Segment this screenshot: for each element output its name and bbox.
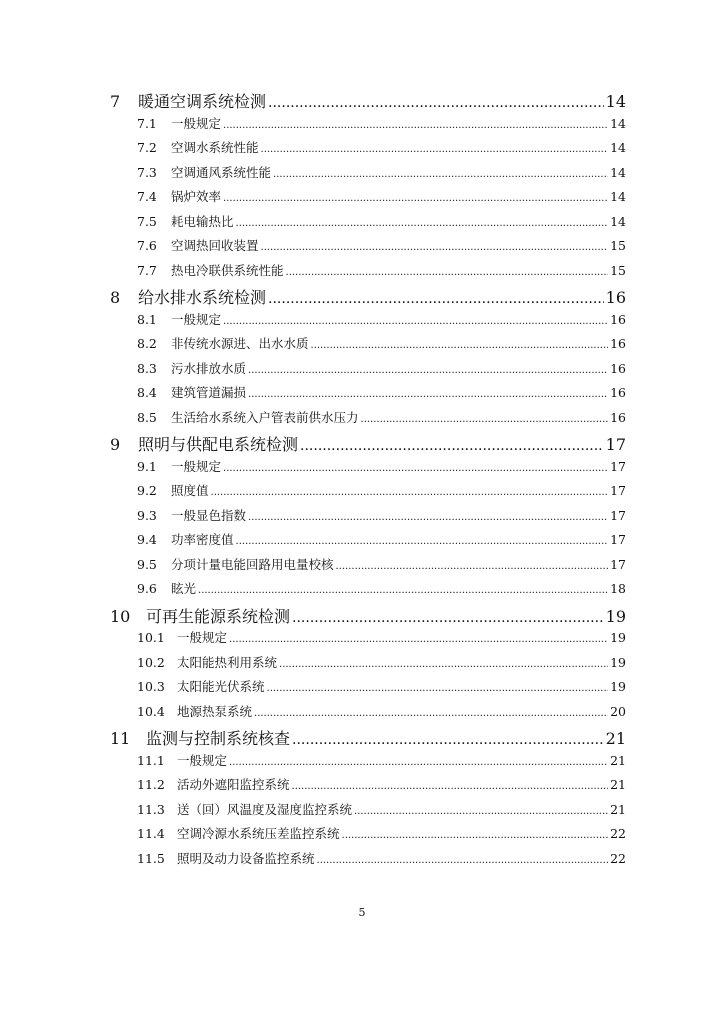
dot-leader	[354, 806, 608, 817]
toc-entry-number: 7	[110, 92, 121, 111]
dot-leader	[261, 242, 609, 253]
toc-section-entry[interactable]	[110, 751, 626, 776]
toc-entry-page: 19	[605, 606, 626, 626]
toc-entry-title: 热电冷联供系统性能	[171, 262, 284, 278]
toc-chapter-entry[interactable]	[110, 726, 626, 751]
toc-entry-title: 一般显色指数	[171, 507, 247, 523]
toc-entry-page: 19	[610, 679, 626, 694]
toc-section-entry[interactable]	[110, 702, 626, 727]
toc-entry-number: 8.5	[137, 409, 157, 425]
dot-leader	[229, 634, 608, 645]
toc-entry-number: 11.5	[137, 850, 165, 866]
toc-entry-number: 9.4	[137, 532, 157, 547]
toc-section-entry[interactable]	[110, 138, 626, 163]
toc-entry-title: 地源热泵系统	[177, 703, 253, 719]
dot-leader	[254, 708, 608, 719]
toc-entry-page: 17	[610, 507, 626, 523]
toc-entry-page: 17	[610, 556, 626, 572]
toc-section-entry[interactable]	[110, 334, 626, 359]
toc-entry-number: 7.6	[137, 238, 157, 253]
toc-chapter-entry[interactable]	[110, 285, 626, 310]
toc-entry-page: 16	[610, 360, 626, 376]
toc-section-entry[interactable]	[110, 457, 626, 482]
toc-entry-number: 9.3	[137, 507, 157, 523]
toc-entry-number: 7.3	[137, 164, 157, 180]
dot-leader	[223, 193, 608, 204]
toc-entry-page: 22	[610, 850, 626, 866]
toc-section-entry[interactable]	[110, 187, 626, 212]
dot-leader	[336, 561, 609, 572]
toc-entry-page: 19	[610, 654, 626, 670]
toc-entry-title: 一般规定	[171, 115, 222, 131]
toc-entry-title: 眩光	[171, 581, 197, 596]
toc-section-entry[interactable]	[110, 653, 626, 678]
toc-entry-number: 8.2	[137, 336, 157, 351]
toc-section-entry[interactable]	[110, 579, 626, 604]
toc-entry-number: 7.1	[137, 115, 157, 131]
dot-leader	[279, 659, 608, 670]
toc-entry-number: 8.1	[137, 311, 157, 327]
toc-chapter-entry[interactable]	[110, 604, 626, 629]
toc-entry-page: 21	[610, 752, 626, 768]
dot-leader	[292, 732, 604, 748]
dot-leader	[300, 438, 604, 454]
toc-entry-title: 可再生能源系统检测	[146, 606, 291, 626]
dot-leader	[248, 389, 608, 400]
dot-leader	[268, 95, 604, 111]
toc-entry-page: 14	[610, 140, 626, 155]
toc-entry-page: 17	[610, 532, 626, 547]
toc-section-entry[interactable]	[110, 114, 626, 139]
toc-entry-page: 20	[610, 703, 626, 719]
toc-entry-title: 污水排放水质	[171, 360, 247, 376]
dot-leader	[267, 683, 609, 694]
toc-entry-title: 空调水系统性能	[171, 140, 259, 155]
toc-entry-page: 16	[610, 385, 626, 400]
toc-entry-page: 21	[610, 801, 626, 817]
toc-entry-title: 生活给水系统入户管表前供水压力	[171, 409, 359, 425]
toc-entry-number: 7.4	[137, 189, 157, 204]
toc-section-entry[interactable]	[110, 506, 626, 531]
toc-entry-number: 8.3	[137, 360, 157, 376]
toc-section-entry[interactable]	[110, 775, 626, 800]
toc-entry-page: 14	[605, 92, 626, 111]
toc-entry-number: 11.4	[137, 826, 165, 841]
toc-section-entry[interactable]	[110, 383, 626, 408]
dot-leader	[229, 757, 608, 768]
toc-entry-title: 照明及动力设备监控系统	[177, 850, 315, 866]
toc-entry-number: 11.1	[137, 752, 165, 768]
toc-entry-title: 空调冷源水系统压差监控系统	[177, 826, 340, 841]
toc-entry-number: 9.1	[137, 458, 157, 474]
dot-leader	[292, 610, 604, 626]
toc-entry-number: 8	[110, 288, 121, 307]
dot-leader	[292, 781, 609, 792]
dot-leader	[286, 267, 609, 278]
toc-entry-number: 9.6	[137, 581, 157, 596]
toc-section-entry[interactable]	[110, 163, 626, 188]
toc-section-entry[interactable]	[110, 677, 626, 702]
toc-section-entry[interactable]	[110, 359, 626, 384]
dot-leader	[311, 340, 609, 351]
toc-entry-page: 16	[605, 288, 626, 307]
toc-entry-number: 11	[110, 729, 131, 748]
toc-entry-number: 10.1	[137, 630, 165, 645]
toc-entry-page: 17	[610, 483, 626, 498]
dot-leader	[223, 120, 608, 131]
toc-entry-title: 锅炉效率	[171, 189, 222, 204]
toc-section-entry[interactable]	[110, 530, 626, 555]
toc-entry-title: 耗电输热比	[171, 213, 234, 229]
toc-section-entry[interactable]	[110, 236, 626, 261]
toc-entry-page: 14	[610, 189, 626, 204]
toc-chapter-entry[interactable]	[110, 89, 626, 114]
toc-entry-number: 7.5	[137, 213, 157, 229]
toc-entry-number: 7.7	[137, 262, 157, 278]
toc-section-entry[interactable]	[110, 261, 626, 286]
toc-section-entry[interactable]	[110, 849, 626, 874]
toc-section-entry[interactable]	[110, 800, 626, 825]
toc-entry-page: 22	[610, 826, 626, 841]
toc-entry-title: 照明与供配电系统检测	[138, 435, 299, 454]
toc-entry-title: 照度值	[171, 483, 209, 498]
toc-entry-title: 暖通空调系统检测	[138, 92, 267, 111]
dot-leader	[273, 169, 608, 180]
toc-entry-title: 非传统水源进、出水水质	[171, 336, 309, 351]
dot-leader	[361, 414, 609, 425]
dot-leader	[248, 512, 608, 523]
page-number: 5	[358, 906, 366, 919]
toc-section-entry[interactable]	[110, 824, 626, 849]
dot-leader	[223, 316, 608, 327]
toc-entry-page: 14	[610, 115, 626, 131]
toc-section-entry[interactable]	[110, 481, 626, 506]
toc-entry-page: 15	[610, 238, 626, 253]
toc-entry-page: 16	[610, 336, 626, 351]
toc-section-entry[interactable]	[110, 212, 626, 237]
toc-entry-number: 7.2	[137, 140, 157, 155]
toc-entry-title: 功率密度值	[171, 532, 234, 547]
toc-entry-title: 太阳能热利用系统	[177, 654, 278, 670]
toc-entry-title: 一般规定	[177, 630, 228, 645]
toc-section-entry[interactable]	[110, 555, 626, 580]
toc-entry-page: 14	[610, 213, 626, 229]
toc-entry-number: 10.2	[137, 654, 165, 670]
dot-leader	[198, 585, 608, 596]
toc-entry-title: 分项计量电能回路用电量校核	[171, 556, 334, 572]
dot-leader	[211, 487, 609, 498]
toc-chapter-entry[interactable]	[110, 432, 626, 457]
toc-entry-number: 10.3	[137, 679, 165, 694]
toc-entry-number: 11.2	[137, 777, 165, 792]
toc-entry-title: 一般规定	[171, 458, 222, 474]
toc-section-entry[interactable]	[110, 408, 626, 433]
toc-entry-page: 21	[610, 777, 626, 792]
toc-entry-title: 监测与控制系统核查	[146, 729, 291, 748]
toc-entry-page: 17	[605, 435, 626, 454]
dot-leader	[223, 463, 608, 474]
dot-leader	[317, 855, 609, 866]
toc-entry-title: 给水排水系统检测	[138, 288, 267, 307]
toc-entry-title: 空调热回收装置	[171, 238, 259, 253]
toc-entry-number: 10.4	[137, 703, 165, 719]
toc-entry-number: 9.2	[137, 483, 157, 498]
toc-section-entry[interactable]	[110, 310, 626, 335]
dot-leader	[261, 144, 609, 155]
toc-entry-page: 18	[610, 581, 626, 596]
toc-entry-number: 10	[110, 606, 131, 626]
dot-leader	[236, 536, 609, 547]
toc-entry-page: 14	[610, 164, 626, 180]
dot-leader	[236, 218, 609, 229]
toc-entry-title: 空调通风系统性能	[171, 164, 272, 180]
toc-entry-page: 15	[610, 262, 626, 278]
toc-entry-number: 8.4	[137, 385, 157, 400]
toc-entry-page: 17	[610, 458, 626, 474]
toc-entry-page: 16	[610, 409, 626, 425]
toc-entry-title: 一般规定	[177, 752, 228, 768]
toc-entry-title: 活动外遮阳监控系统	[177, 777, 290, 792]
toc-entry-number: 9	[110, 435, 121, 454]
toc-entry-title: 送（回）风温度及湿度监控系统	[177, 801, 353, 817]
toc-entry-number: 9.5	[137, 556, 157, 572]
toc-entry-title: 一般规定	[171, 311, 222, 327]
toc-section-entry[interactable]	[110, 628, 626, 653]
toc-entry-page: 16	[610, 311, 626, 327]
toc-entry-number: 11.3	[137, 801, 165, 817]
dot-leader	[268, 291, 604, 307]
table-of-contents	[110, 89, 626, 873]
toc-entry-title: 太阳能光伏系统	[177, 679, 265, 694]
dot-leader	[342, 830, 609, 841]
toc-entry-page: 19	[610, 630, 626, 645]
toc-entry-title: 建筑管道漏损	[171, 385, 247, 400]
toc-entry-page: 21	[605, 729, 626, 748]
dot-leader	[248, 365, 608, 376]
